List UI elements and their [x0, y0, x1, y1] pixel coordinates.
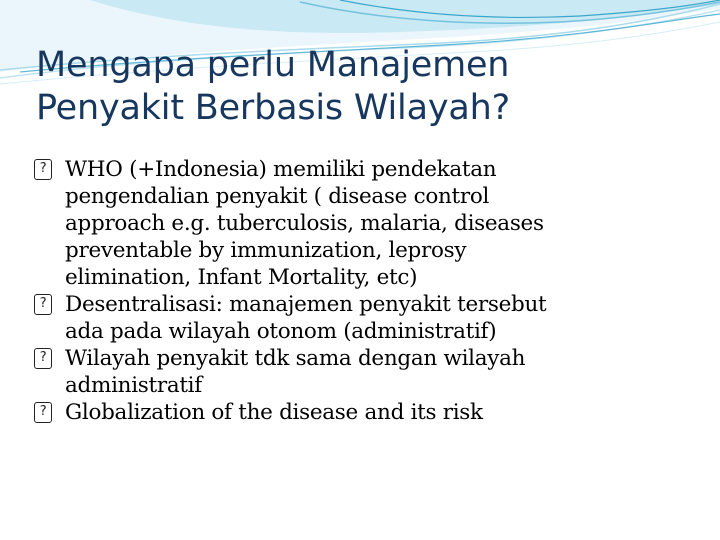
bullet-item-globalization — [34, 399, 694, 426]
bullet-line: ada pada wilayah otonom (administratif) — [65, 319, 497, 344]
missing-glyph-box-icon — [34, 294, 52, 315]
missing-glyph-box-icon — [34, 348, 52, 369]
bullet-item-wilayah — [34, 345, 694, 399]
bullet-list — [34, 156, 694, 426]
title-line-2: Penyakit Berbasis Wilayah? — [36, 88, 510, 128]
bullet-line: administratif — [65, 373, 202, 398]
bullet-line: Desentralisasi: manajemen penyakit tersebut — [65, 292, 547, 317]
bullet-line: WHO (+Indonesia) memiliki pendekatan — [65, 157, 497, 182]
bullet-item-who — [34, 156, 694, 291]
missing-glyph-box-icon — [34, 159, 52, 180]
slide-title — [36, 44, 696, 130]
bullet-line: elimination, Infant Mortality, etc) — [65, 265, 418, 290]
bullet-line: Wilayah penyakit tdk sama dengan wilayah — [65, 346, 526, 371]
title-line-1: Mengapa perlu Manajemen — [36, 45, 510, 85]
missing-glyph-box-icon — [34, 402, 52, 423]
bullet-line: pengendalian penyakit ( disease control — [65, 184, 490, 209]
bullet-item-desentralisasi — [34, 291, 694, 345]
bullet-line: preventable by immunization, leprosy — [65, 238, 467, 263]
bullet-line: approach e.g. tuberculosis, malaria, diseases — [65, 211, 544, 236]
bullet-line: Globalization of the disease and its risk — [65, 400, 483, 425]
